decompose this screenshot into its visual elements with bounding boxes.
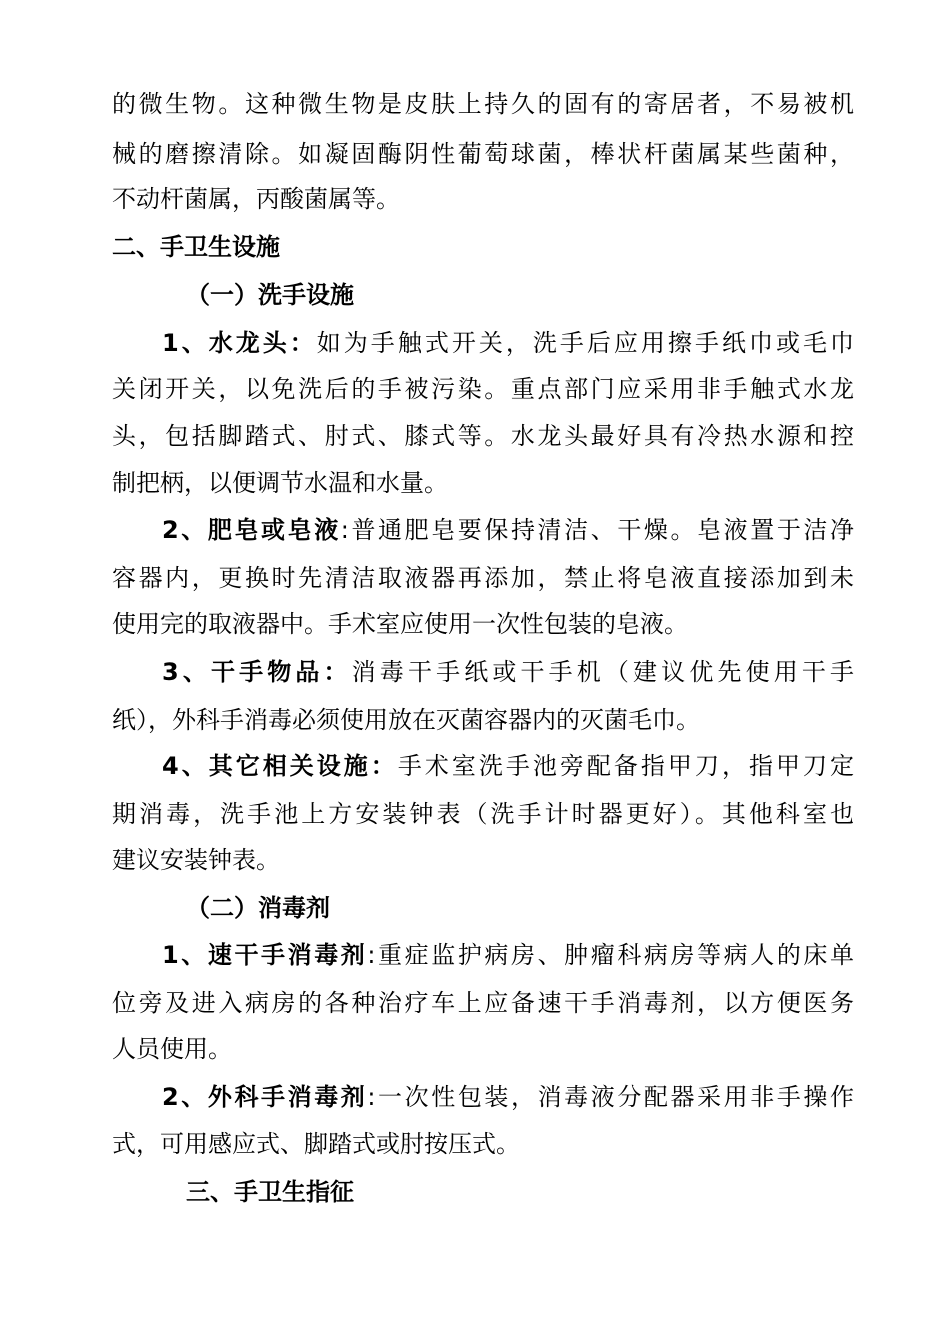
item-heading: 4、其它相关设施： [162,752,398,780]
item-heading: 1、水龙头： [162,329,317,357]
item-heading: 1、速干手消毒剂 [162,941,368,969]
paragraph-line [162,513,854,547]
paragraph-line: 制把柄，以便调节水温和水量。 [112,469,448,497]
item-text: :普通肥皂要保持清洁、干燥。皂液置于洁净 [340,516,854,544]
item-text: :一次性包装，消毒液分配器采用非手操作 [367,1083,854,1111]
paragraph-line: 纸），外科手消毒必须使用放在灭菌容器内的灭菌毛巾。 [112,706,700,734]
paragraph-line: 的微生物。这种微生物是皮肤上持久的固有的寄居者，不易被机 [112,90,854,118]
paragraph-line: 期消毒，洗手池上方安装钟表（洗手计时器更好）。其他科室也 [112,800,854,828]
paragraph-line: 建议安装钟表。 [112,846,280,874]
item-text: 手术室洗手池旁配备指甲刀，指甲刀定 [397,752,854,780]
paragraph-line: 械的磨擦清除。如凝固酶阴性葡萄球菌，棒状杆菌属某些菌种， [112,140,854,168]
paragraph-line: 使用完的取液器中。手术室应使用一次性包装的皂液。 [112,610,688,638]
item-heading: 3、干手物品： [162,658,352,686]
paragraph-line: 关闭开关，以免洗后的手被污染。重点部门应采用非手触式水龙 [112,375,854,403]
paragraph-line [162,749,854,783]
subsection-heading: （一）洗手设施 [186,281,354,309]
paragraph-line [162,938,854,972]
paragraph-line: 人员使用。 [112,1035,232,1063]
item-heading: 2、肥皂或皂液 [162,516,341,544]
item-heading: 2、外科手消毒剂 [162,1083,368,1111]
paragraph-line: 头，包括脚踏式、肘式、膝式等。水龙头最好具有冷热水源和控 [112,422,854,450]
item-text: 消毒干手纸或干手机（建议优先使用干手 [351,658,854,686]
section-heading: 三、手卫生指征 [186,1178,354,1206]
paragraph-line: 容器内，更换时先清洁取液器再添加，禁止将皂液直接添加到未 [112,564,854,592]
paragraph-line [162,655,854,689]
item-text: 如为手触式开关，洗手后应用擦手纸巾或毛巾 [316,329,854,357]
paragraph-line [162,1080,854,1114]
paragraph-line: 位旁及进入病房的各种治疗车上应备速干手消毒剂，以方便医务 [112,989,854,1017]
paragraph-line [162,326,854,360]
paragraph-line: 式，可用感应式、脚踏式或肘按压式。 [112,1130,520,1158]
subsection-heading: （二）消毒剂 [186,894,330,922]
item-text: :重症监护病房、肿瘤科病房等病人的床单 [367,941,854,969]
section-heading: 二、手卫生设施 [112,233,280,261]
paragraph-line: 不动杆菌属，丙酸菌属等。 [112,185,400,213]
